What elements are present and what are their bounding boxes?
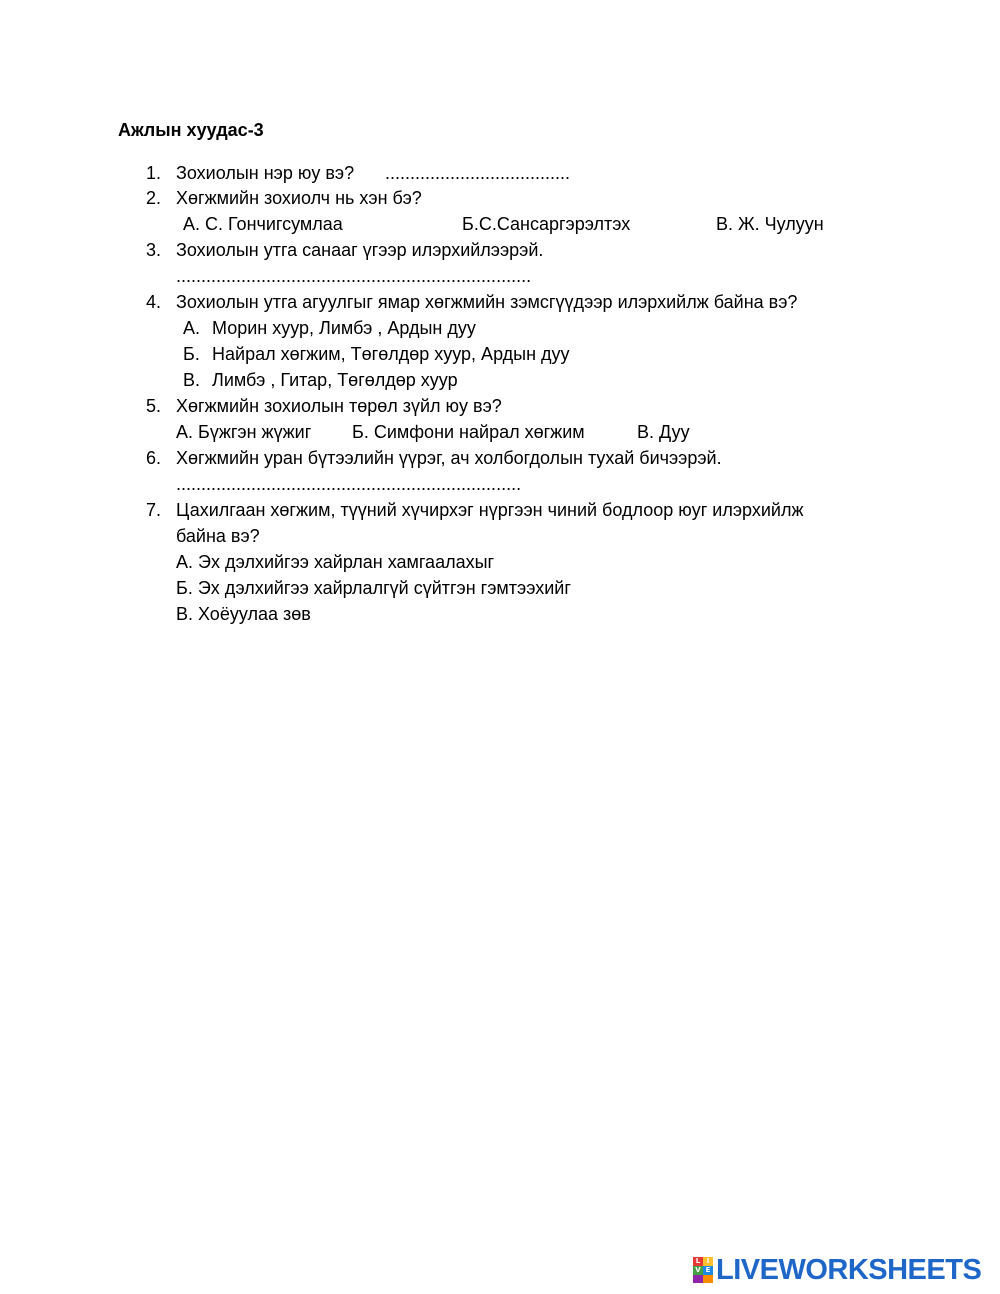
logo-mark-block — [693, 1275, 703, 1283]
question-text: Хөгжмийн зохиолч нь хэн бэ? — [176, 188, 422, 208]
liveworksheets-logo[interactable] — [693, 1255, 981, 1285]
question-text: байна вэ? — [176, 526, 260, 546]
answer-blank[interactable]: ....................................................................... — [176, 266, 532, 286]
question-text: Зохиолын нэр юу вэ? — [176, 163, 355, 183]
question-number: 7. — [146, 500, 162, 520]
question-text: Цахилгаан хөгжим, түүний хүчирхэг нүргээн чиний бодлоор юуг илэрхийлж — [176, 500, 804, 520]
question-number: 3. — [146, 240, 162, 260]
option-text: Б. Эх дэлхийгээ хайрлалгүй сүйтгэн гэмтээхийг — [176, 578, 571, 598]
option-text: Морин хуур, Лимбэ , Ардын дуу — [212, 318, 476, 338]
option-text: Лимбэ , Гитар, Төгөлдөр хуур — [212, 370, 458, 390]
question-number: 1. — [146, 163, 162, 183]
question-number: 5. — [146, 396, 162, 416]
logo-mark-letter: E — [703, 1266, 713, 1275]
question-text: Зохиолын утга санааг үгээр илэрхийлээрэй. — [176, 240, 544, 260]
option-letter: В. — [183, 370, 201, 390]
logo-mark-block — [703, 1275, 713, 1283]
worksheet-title: Ажлын хуудас-3 — [118, 120, 264, 140]
option-c[interactable]: В. Дуу — [637, 422, 690, 442]
answer-blank[interactable]: ..................................... — [385, 163, 571, 183]
question-text: Хөгжмийн зохиолын төрөл зүйл юу вэ? — [176, 396, 502, 416]
logo-mark-icon — [693, 1257, 713, 1283]
option-letter: Б. — [183, 344, 200, 364]
answer-blank[interactable]: ..................................................................... — [176, 474, 522, 494]
logo-mark-letter: I — [703, 1257, 713, 1266]
option-b[interactable]: Б. Симфони найрал хөгжим — [352, 422, 585, 442]
option-b[interactable]: Б.С.Сансаргэрэлтэх — [462, 214, 631, 234]
question-number: 6. — [146, 448, 162, 468]
logo-mark-letter: V — [693, 1266, 703, 1275]
logo-mark-letter: L — [693, 1257, 703, 1266]
option-text: В. Хоёуулаа зөв — [176, 604, 311, 624]
option-a[interactable]: А. Бүжгэн жүжиг — [176, 422, 312, 442]
question-text: Зохиолын утга агуулгыг ямар хөгжмийн зэмсгүүдээр илэрхийлж байна вэ? — [176, 292, 798, 312]
option-text: Найрал хөгжим, Төгөлдөр хуур, Ардын дуу — [212, 344, 570, 364]
option-c[interactable]: В. Ж. Чулуун — [716, 214, 824, 234]
option-letter: А. — [183, 318, 201, 338]
question-number: 2. — [146, 188, 162, 208]
question-text: Хөгжмийн уран бүтээлийн үүрэг, ач холбогдолын тухай бичээрэй. — [176, 448, 722, 468]
logo-text: LIVEWORKSHEETS — [716, 1254, 982, 1286]
option-a[interactable]: А. С. Гончигсумлаа — [183, 214, 343, 234]
option-text: А. Эх дэлхийгээ хайрлан хамгаалахыг — [176, 552, 495, 572]
question-number: 4. — [146, 292, 162, 312]
